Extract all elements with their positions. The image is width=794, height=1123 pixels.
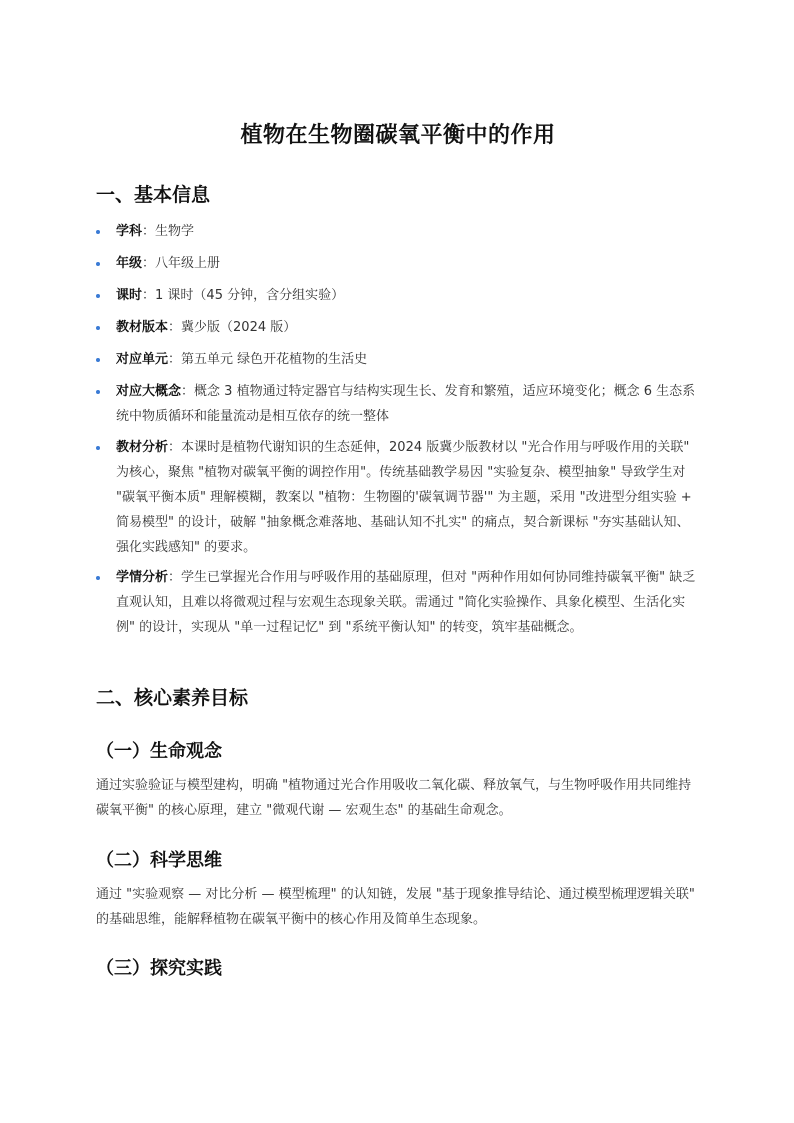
item-label: 学情分析 [116,570,169,585]
document-title: 植物在生物圈碳氧平衡中的作用 [240,123,556,148]
item-value: 概念 3 植物通过特定器官与结构实现生长、发育和繁殖，适应环境变化；概念 6 生态系统中物质循环和能量流动是相互依存的统一整体 [116,384,696,424]
item-value: 第五单元 绿色开花植物的生活史 [181,352,368,367]
item-label: 对应单元 [116,352,169,367]
item-separator: ： [142,224,156,239]
item-value: 1 课时（45 分钟，含分组实验） [155,288,345,303]
item-label: 教材分析 [116,440,169,455]
item-separator: ： [168,320,182,335]
item-value: 本课时是植物代谢知识的生态延伸，2024 版冀少版教材以 "光合作用与呼吸作用的关联" 为核心，聚焦 "植物对碳氧平衡的调控作用"。传统基础教学易因 "实验复杂、模型抽象" 导致学生对 "碳氧平衡本质" 理解模糊，教案以 "植物：生物圈的'碳氧调节器'" 为主题，采用 "改进型分组实验 + 简易模型" 的设计，破解 "抽象概念难落地、基础认知不扎实" 的痛点，契合新课标 "夯实基础认知、强化实践感知" 的要求。 [116,440,692,555]
bullet-icon [96,262,100,266]
bullet-icon [96,576,100,580]
section-heading-core-literacy: 二、核心素养目标 [96,687,249,709]
bullet-icon [96,446,100,450]
item-value: 冀少版（2024 版） [181,320,297,335]
list-item-textbook-analysis [96,435,700,560]
item-label: 学科 [116,224,143,239]
list-item-big-concept [96,379,700,429]
list-item-grade [96,251,700,276]
list-item-student-analysis [96,565,700,640]
item-separator: ： [142,256,156,271]
paragraph-scientific-thinking: 通过 "实验观察 — 对比分析 — 模型梳理" 的认知链，发展 "基于现象推导结论、通过模型梳理逻辑关联" 的基础思维，能解释植物在碳氧平衡中的核心作用及简单生态现象。 [96,887,695,927]
list-item-class-hours [96,283,700,308]
subsection-heading-scientific-thinking: （二）科学思维 [96,850,222,871]
paragraph-life-concept: 通过实验验证与模型建构，明确 "植物通过光合作用吸收二氧化碳、释放氧气，与生物呼吸作用共同维持碳氧平衡" 的核心原理，建立 "微观代谢 — 宏观生态" 的基础生命观念。 [96,778,692,818]
item-label: 对应大概念 [116,384,182,399]
item-label: 教材版本 [116,320,169,335]
bullet-icon [96,358,100,362]
list-item-subject [96,219,700,244]
list-item-unit [96,347,700,372]
subsection-heading-life-concept: （一）生命观念 [96,741,222,762]
list-item-textbook-version [96,315,700,340]
section-heading-basic-info: 一、基本信息 [96,184,211,206]
item-separator: ： [168,440,182,455]
item-label: 课时 [116,288,143,303]
bullet-icon [96,230,100,234]
item-value: 生物学 [155,224,195,239]
item-separator: ： [142,288,156,303]
item-value: 学生已掌握光合作用与呼吸作用的基础原理，但对 "两种作用如何协同维持碳氧平衡" 缺乏直观认知，且难以将微观过程与宏观生态现象关联。需通过 "简化实验操作、具象化模型、生活化实例" 的设计，实现从 "单一过程记忆" 到 "系统平衡认知" 的转变，筑牢基础概念。 [116,570,696,635]
bullet-icon [96,390,100,394]
item-separator: ： [168,352,182,367]
bullet-icon [96,294,100,298]
item-separator: ： [181,384,195,399]
subsection-heading-inquiry-practice: （三）探究实践 [96,958,222,979]
item-separator: ： [168,570,182,585]
item-value: 八年级上册 [155,256,221,271]
bullet-icon [96,326,100,330]
item-label: 年级 [116,256,143,271]
